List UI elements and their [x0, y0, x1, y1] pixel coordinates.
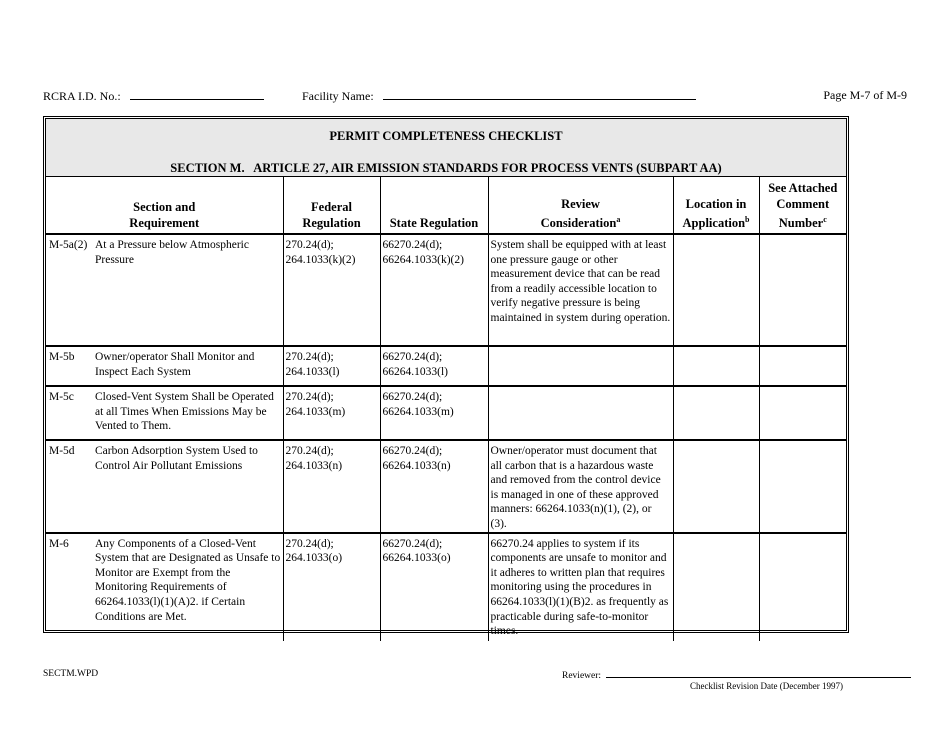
rcra-id-blank[interactable] [130, 88, 264, 100]
row-review [488, 386, 673, 440]
row-code: M-5c [49, 391, 74, 403]
reviewer-blank[interactable] [606, 669, 911, 678]
table-row [46, 533, 846, 641]
row-review: Owner/operator must document that all carbon that is a hazardous waste and removed from the control device is managed in one of these approved manners: 66264.1033(n)(1), (2), or (3). [488, 440, 673, 533]
section-title: SECTION M. ARTICLE 27, AIR EMISSION STANDARDS FOR PROCESS VENTS (SUBPART AA) [170, 161, 722, 175]
row-requirement: Carbon Adsorption System Used to Control Air Pollutant Emissions [95, 440, 283, 533]
row-state: 66270.24(d); 66264.1033(k)(2) [380, 234, 488, 346]
col-review-consideration: Review Consideration$^a$ [488, 176, 673, 234]
row-location-cell[interactable] [673, 440, 759, 533]
row-requirement: Any Components of a Closed-Vent System that are Designated as Unsafe to Monitor are Exempt from the Monitoring Requirements of 66264.1033(l)(1)(A)2. if Certain Conditions are Met. [95, 533, 283, 641]
row-federal: 270.24(d); 264.1033(k)(2) [283, 234, 380, 346]
table-row [46, 386, 846, 440]
facility-name-label: Facility Name: [302, 89, 374, 103]
file-name: SECTM.WPD [43, 669, 99, 679]
row-state: 66270.24(d); 66264.1033(l) [380, 346, 488, 386]
facility-name-field[interactable] [302, 88, 696, 104]
col-comment-number: See Attached Comment Number$^c$ [759, 176, 846, 234]
row-comment-cell[interactable] [759, 386, 846, 440]
checklist-frame [43, 116, 849, 638]
row-code: M-5a(2) [49, 239, 88, 251]
row-code: M-5d [49, 445, 75, 457]
row-code: M-5b [49, 351, 75, 363]
table-row [46, 234, 846, 346]
page-number: Page M-7 of M-9 [823, 88, 907, 102]
row-requirement: At a Pressure below Atmospheric Pressure [95, 234, 283, 346]
table-row [46, 440, 846, 533]
row-federal: 270.24(d); 264.1033(m) [283, 386, 380, 440]
row-requirement: Owner/operator Shall Monitor and Inspect Each System [95, 346, 283, 386]
rcra-id-label: RCRA I.D. No.: [43, 89, 121, 103]
row-federal: 270.24(d); 264.1033(l) [283, 346, 380, 386]
row-review: 66270.24 applies to system if its components are unsafe to monitor and it adheres to written plan that requires monitoring using the procedures in 66264.1033(l)(1)(B)2. as frequently as practicable during safe-to-monitor times. [488, 533, 673, 641]
checklist-table [46, 176, 846, 641]
col-state-regulation: State Regulation [380, 176, 488, 234]
row-location-cell[interactable] [673, 234, 759, 346]
row-review: System shall be equipped with at least one pressure gauge or other measurement device that can be read from a readily accessible location to verify negative pressure is being maintained in system during operation. [488, 234, 673, 346]
row-code: M-6 [49, 537, 69, 550]
table-row [46, 346, 846, 386]
row-requirement: Closed-Vent System Shall be Operated at all Times When Emissions May be Vented to Them. [95, 386, 283, 440]
revision-date: Checklist Revision Date (December 1997) [690, 681, 843, 691]
row-state: 66270.24(d); 66264.1033(n) [380, 440, 488, 533]
facility-name-blank[interactable] [383, 88, 696, 100]
row-federal: 270.24(d); 264.1033(o) [283, 533, 380, 641]
row-state: 66270.24(d); 66264.1033(o) [380, 533, 488, 641]
table-header-row [46, 176, 846, 234]
row-comment-cell[interactable] [759, 533, 846, 641]
row-comment-cell[interactable] [759, 346, 846, 386]
row-location-cell[interactable] [673, 533, 759, 641]
reviewer-label: Reviewer: [562, 671, 602, 681]
col-location-in-application: Location in Application$^b$ [673, 176, 759, 234]
row-location-cell[interactable] [673, 386, 759, 440]
checklist-title: PERMIT COMPLETENESS CHECKLIST [329, 129, 563, 143]
col-section-requirement: Section and Requirement [46, 176, 283, 234]
row-state: 66270.24(d); 66264.1033(m) [380, 386, 488, 440]
row-comment-cell[interactable] [759, 234, 846, 346]
row-review [488, 346, 673, 386]
row-federal: 270.24(d); 264.1033(n) [283, 440, 380, 533]
row-location-cell[interactable] [673, 346, 759, 386]
reviewer-field[interactable] [562, 669, 911, 681]
row-comment-cell[interactable] [759, 440, 846, 533]
col-federal-regulation: Federal Regulation [283, 176, 380, 234]
rcra-id-field[interactable] [43, 88, 264, 104]
title-block [46, 119, 846, 177]
